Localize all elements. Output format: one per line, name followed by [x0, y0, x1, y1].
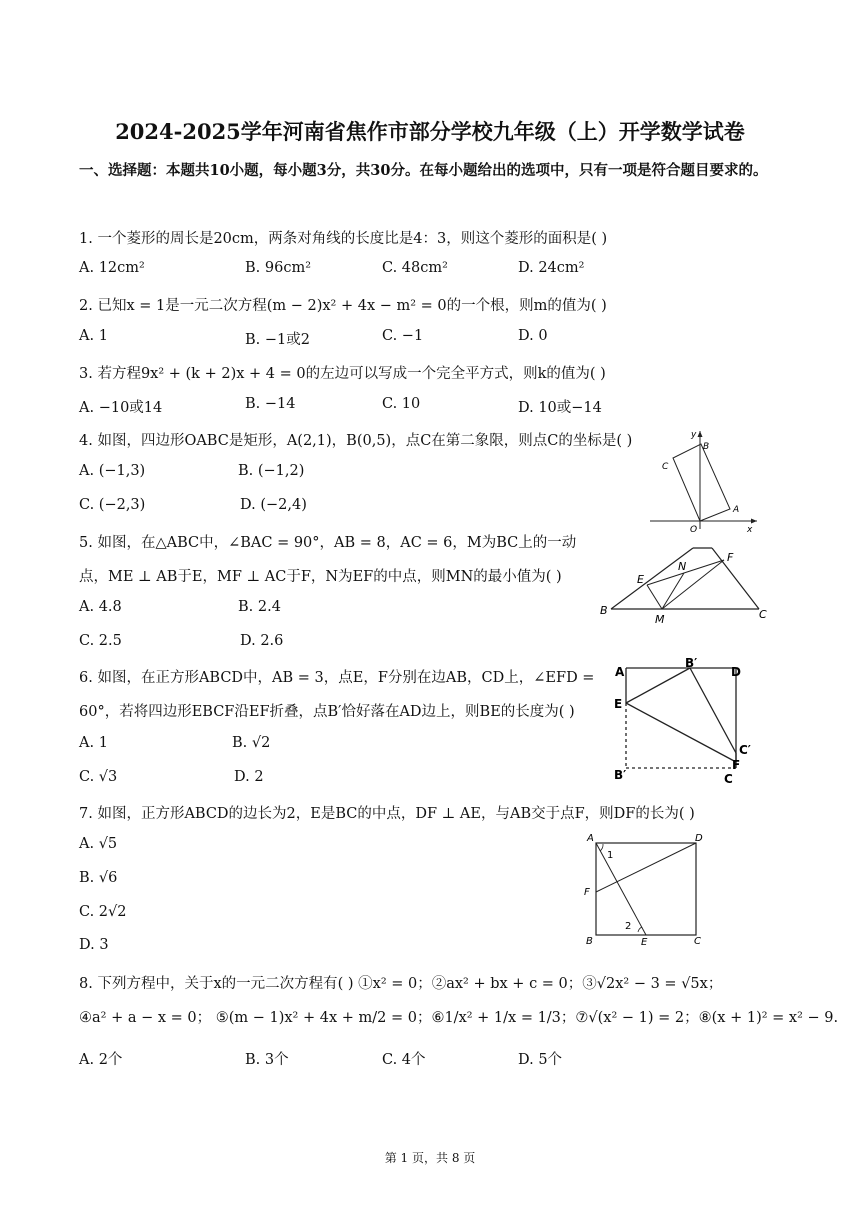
fig4-label-c: C: [662, 462, 669, 472]
q5-option-a: A. 4.8: [79, 599, 122, 615]
q4-option-a: A. (−1,3): [79, 463, 146, 479]
page-footer: 第 1 页，共 8 页: [384, 1151, 476, 1165]
figure-7-square-abcd: [578, 826, 710, 948]
q6-option-d: D. 2: [234, 769, 264, 785]
fig7-label-a: A: [587, 833, 594, 844]
q8-option-a: A. 2个: [79, 1052, 123, 1068]
fig7-label-d: D: [695, 833, 703, 844]
fig7-label-c: C: [694, 936, 701, 947]
q6-option-c: C. √3: [79, 769, 118, 785]
q3-option-c: C. 10: [382, 396, 421, 412]
q5-option-d: D. 2.6: [240, 633, 284, 649]
question-5-stem-line1: 5. 如图，在△ABC中，∠BAC = 90°，AB = 8，AC = 6，M为BC上的一动: [79, 535, 577, 551]
fig4-label-x: x: [747, 525, 753, 535]
figure-6-folded-square: [610, 655, 775, 787]
q8-option-c: C. 4个: [382, 1052, 426, 1068]
q2-option-d: D. 0: [518, 328, 548, 344]
question-3-stem: 3. 若方程9x² + (k + 2)x + 4 = 0的左边可以写成一个完全平方式，则k的值为( ): [79, 366, 606, 382]
fig5-label-m: M: [655, 613, 665, 625]
fig7-label-b: B: [586, 936, 593, 947]
q4-option-b: B. (−1,2): [238, 463, 305, 479]
fig4-label-y: y: [691, 430, 697, 440]
question-5-stem-line2: 点，ME ⊥ AB于E，MF ⊥ AC于F，N为EF的中点，则MN的最小值为( ): [79, 569, 562, 585]
q2-option-c: C. −1: [382, 328, 424, 344]
fig5-label-c: C: [759, 608, 767, 621]
question-6-stem-line2: 60°，若将四边形EBCF沿EF折叠，点B′恰好落在AD边上，则BE的长度为( ): [79, 704, 575, 720]
q7-option-b: B. √6: [79, 870, 118, 886]
fig7-label-e: E: [641, 937, 648, 948]
question-8-stem-line2: ④a² + a − x = 0； ⑤(m − 1)x² + 4x + m/2 = 0；⑥1/x² + 1/x = 1/3；⑦√(x² − 1) = 2；⑧(x + 1)² = x² − 9.: [79, 1010, 839, 1026]
q3-option-b: B. −14: [245, 396, 296, 412]
fig4-label-a: A: [733, 505, 740, 515]
fig6-label-b-prime-top: B′: [685, 656, 698, 670]
section-heading: 一、选择题：本题共10小题，每小题3分，共30分。在每小题给出的选项中，只有一项是符合题目要求的。: [79, 162, 768, 179]
q1-option-a: A. 12cm²: [79, 260, 145, 276]
q6-option-a: A. 1: [79, 735, 108, 751]
fig6-label-b-prime-bottom: B′: [614, 768, 627, 782]
q7-option-c: C. 2√2: [79, 904, 127, 920]
fig4-label-b: B: [703, 442, 710, 452]
fig5-label-b: B: [600, 604, 608, 617]
q2-option-a: A. 1: [79, 328, 108, 344]
question-6-stem-line1: 6. 如图，在正方形ABCD中，AB = 3，点E，F分别在边AB，CD上，∠EFD =: [79, 670, 595, 686]
q5-option-c: C. 2.5: [79, 633, 122, 649]
fig6-label-a: A: [615, 665, 625, 679]
fig7-label-f: F: [584, 887, 590, 898]
q8-option-b: B. 3个: [245, 1052, 289, 1068]
question-2-stem: 2. 已知x = 1是一元二次方程(m − 2)x² + 4x − m² = 0的一个根，则m的值为( ): [79, 298, 607, 314]
q6-option-b: B. √2: [232, 735, 271, 751]
fig5-label-n: N: [678, 560, 687, 573]
q5-option-b: B. 2.4: [238, 599, 281, 615]
fig5-label-e: E: [637, 573, 644, 586]
q3-option-a: A. −10或14: [79, 400, 163, 416]
q1-option-d: D. 24cm²: [518, 260, 585, 276]
fig5-label-f: F: [727, 551, 734, 564]
fig6-label-c-prime: C′: [739, 743, 751, 757]
q1-option-c: C. 48cm²: [382, 260, 448, 276]
question-8-stem-line1: 8. 下列方程中，关于x的一元二次方程有( ) ①x² = 0；②ax² + bx + c = 0；③√2x² − 3 = √5x；: [79, 976, 723, 992]
question-4-stem: 4. 如图，四边形OABC是矩形，A(2,1)，B(0,5)，点C在第二象限，则点C的坐标是( ): [79, 433, 633, 449]
question-1-stem: 1. 一个菱形的周长是20cm，两条对角线的长度比是4：3，则这个菱形的面积是( ): [79, 231, 608, 247]
question-7-stem: 7. 如图，正方形ABCD的边长为2，E是BC的中点，DF ⊥ AE，与AB交于点F，则DF的长为( ): [79, 806, 695, 822]
fig6-label-d: D: [731, 665, 741, 679]
q2-option-b: B. −1或2: [245, 332, 310, 348]
figure-4-rectangle-oabc: [645, 425, 765, 535]
page-title: 2024-2025学年河南省焦作市部分学校九年级（上）开学数学试卷: [115, 119, 745, 144]
fig4-label-o: O: [690, 525, 698, 535]
q3-option-d: D. 10或−14: [518, 400, 602, 416]
fig6-label-e: E: [614, 697, 623, 711]
fig6-label-c: C: [724, 772, 733, 786]
fig6-label-f: F: [732, 758, 741, 772]
q1-option-b: B. 96cm²: [245, 260, 312, 276]
fig7-label-1: 1: [607, 850, 614, 861]
q8-option-d: D. 5个: [518, 1052, 563, 1068]
q4-option-d: D. (−2,4): [240, 497, 307, 513]
q7-option-a: A. √5: [79, 836, 118, 852]
q4-option-c: C. (−2,3): [79, 497, 146, 513]
q7-option-d: D. 3: [79, 937, 109, 953]
figure-5-triangle-abc: [596, 540, 776, 625]
fig7-label-2: 2: [625, 921, 632, 932]
